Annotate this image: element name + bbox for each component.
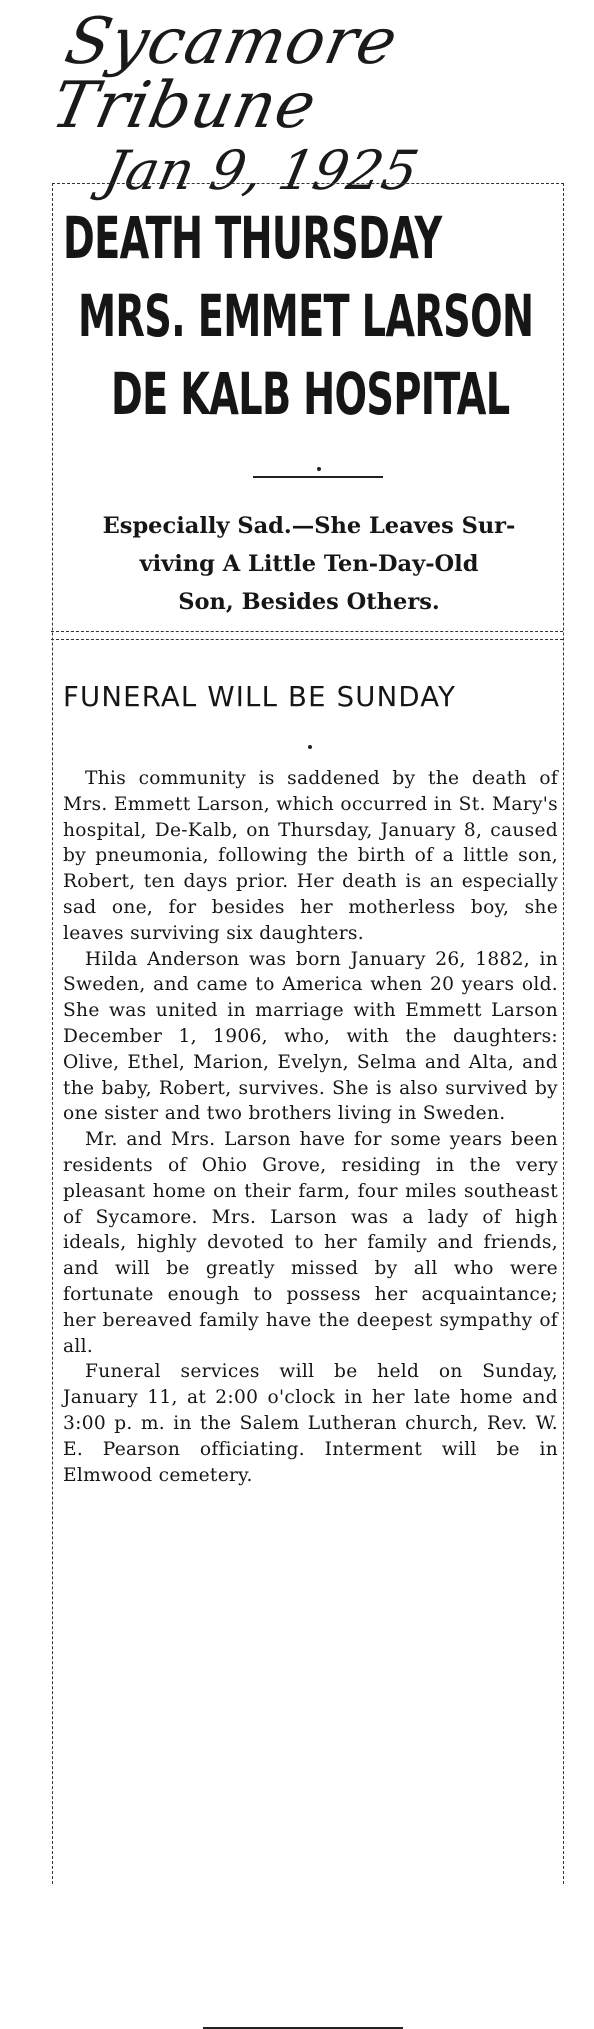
- paragraph-1: This community is saddened by the death of Mrs. Emmett Larson, which occurred in St. Mary's hospital, De-Kalb, on Thursday, January 8, caused by pneumonia, following the birth of a little son, Robert, ten days prior. Her death is an especially sad one, for besides her motherless boy, she leaves surviving six daughters.: [63, 768, 558, 944]
- article-body: [63, 766, 558, 1488]
- deck-line-1: Especially Sad.—She Leaves Sur-: [102, 513, 516, 539]
- headline-line-1: DEATH THURSDAY: [63, 204, 442, 272]
- deck: [61, 507, 557, 621]
- deck-line-2: viving A Little Ten-Day-Old: [139, 551, 479, 577]
- section-separator: [51, 639, 563, 640]
- subhead: FUNERAL WILL BE SUNDAY: [63, 681, 457, 713]
- handwritten-annotation: [45, 5, 560, 202]
- headline-line-3: DE KALB HOSPITAL: [111, 360, 510, 428]
- section-separator: [51, 631, 563, 632]
- subhead-dot: [308, 745, 312, 749]
- paragraph-2: Hilda Anderson was born January 26, 1882, in Sweden, and came to America when 20 years old. She was united in marriage with Emmett Larson December 1, 1906, who, with the daughters: Olive, Ethel, Marion, Evelyn, Selma and Alta, and the baby, Robert, survives. She is also survived by one sister and two brothers living in Sweden.: [63, 948, 558, 1125]
- paragraph-3: Mr. and Mrs. Larson have for some years been residents of Ohio Grove, residing in the very pleasant home on their farm, four miles southeast of Sycamore. Mrs. Larson was a lady of high ideals, highly devoted to her family and friends, and will be greatly missed by all who were fortunate enough to possess her acquaintance; her bereaved family have the deepest sympathy of all.: [63, 1129, 558, 1357]
- newspaper-clipping: [52, 183, 564, 1884]
- handwritten-date: Jan 9, 1925: [98, 139, 424, 202]
- handwritten-newspaper-name: Sycamore Tribune: [45, 5, 405, 143]
- deck-line-3: Son, Besides Others.: [178, 589, 440, 615]
- paragraph-4: Funeral services will be held on Sunday, January 11, at 2:00 o'clock in her late home and 3:00 p. m. in the Salem Lutheran church, Rev. W. E. Pearson officiating. Interment will be in Elmwood cemetery.: [63, 1361, 558, 1486]
- headline-divider: [253, 476, 383, 478]
- divider-dot: [317, 467, 321, 471]
- headline-line-2: MRS. EMMET LARSON: [78, 282, 534, 350]
